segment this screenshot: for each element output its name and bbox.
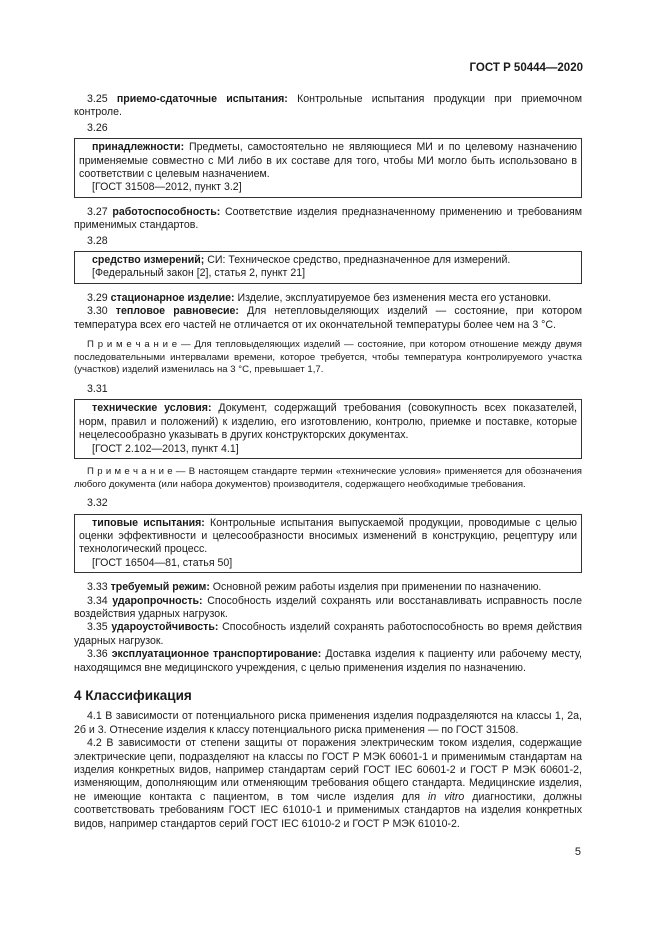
page-number: 5 bbox=[574, 846, 581, 858]
section-heading: 4 Классификация bbox=[74, 687, 192, 703]
term-number-3-28: 3.28 bbox=[87, 234, 108, 247]
term-source: [ГОСТ 16504—81, статья 50] bbox=[92, 556, 233, 569]
term-number-3-31: 3.31 bbox=[87, 382, 108, 395]
term-number-3-26: 3.26 bbox=[87, 121, 108, 134]
term-3-35: 3.35 удароустойчивость: Способность изделий сохранять работоспособность во время действия ударных нагрузок. bbox=[74, 621, 582, 647]
term-def: средство измерений; СИ: Техническое средство, предназначенное для измерений. bbox=[92, 254, 511, 267]
note-3-30: П р и м е ч а н и е — Для тепловыделяющих изделий — состояние, при котором отношение между двумя последовательными интервалами времени, которое требуется, чтобы температура контролируемого участка (участков) изделий изменилась на 3 °С, превышает 1,7. bbox=[74, 339, 582, 376]
term-3-27: 3.27 работоспособность: Соответствие изделия предназначенному применению и требованиям применимых стандартов. bbox=[74, 205, 582, 232]
term-3-30: 3.30 тепловое равновесие: Для нетепловыделяющих изделий — состояние, при котором температура всех его частей не отличается от их окончательной температуры более чем на 3 °С. bbox=[74, 305, 582, 331]
term-number-3-32: 3.32 bbox=[87, 497, 108, 510]
paragraph-4-1: 4.1 В зависимости от потенциального риска применения изделия подразделяются на классы 1, 2а, 2б и 3. Отнесение изделия к классу потенциального риска применения — по ГОСТ 31508. bbox=[74, 710, 582, 736]
term-source: [ГОСТ 2.102—2013, пункт 4.1] bbox=[92, 442, 239, 455]
term-def: принадлежности: Предметы, самостоятельно не являющиеся МИ и по целевому назначению применяемые совместно с МИ либо в их составе для того, чтобы МИ могло быть использовано в соответствии с целевым назначением. bbox=[79, 141, 577, 181]
term-box-3-26 bbox=[74, 138, 582, 198]
term-box-3-32 bbox=[74, 514, 582, 574]
term-box-3-31 bbox=[74, 399, 582, 459]
term-source: [Федеральный закон [2], статья 2, пункт 21] bbox=[92, 267, 306, 280]
term-box-3-28 bbox=[74, 251, 582, 284]
term-3-29: 3.29 стационарное изделие: Изделие, эксплуатируемое без изменения места его установки. bbox=[87, 291, 552, 304]
document-id-header: ГОСТ Р 50444—2020 bbox=[469, 62, 583, 74]
note-3-31: П р и м е ч а н и е — В настоящем стандарте термин «технические условия» применяется для обозначения любого документа (или набора документов) производителя, содержащего необходимые требования. bbox=[74, 465, 582, 490]
term-source: [ГОСТ 31508—2012, пункт 3.2] bbox=[92, 181, 242, 194]
term-3-36: 3.36 эксплуатационное транспортирование: Доставка изделия к пациенту или рабочему месту, находящимся вне медицинского учреждения, с целью применения изделия по назначению. bbox=[74, 648, 582, 674]
paragraph-4-2: 4.2 В зависимости от степени защиты от поражения электрическим током изделия, содержащие электрические цепи, подразделяют на классы по ГОСТ Р МЭК 60601-1 и применимым стандартам на изделия конкретных видов, например стандартам серий ГОСТ IEC 60601-2 и ГОСТ Р МЭК 60601-2, изменяющим, дополняющим или отменяющим требования общего стандарта. Медицинские изделия, не имеющие контакта с пациентом, в том числе изделия для in vitro диагностики, должны соответствовать требованиям ГОСТ IEC 61010-1 и применимых стандартов на изделия конкретных видов, например стандартов серий ГОСТ IEC 61010-2 и ГОСТ Р МЭК 61010-2. bbox=[74, 737, 583, 830]
term-3-25: 3.25 приемо-сдаточные испытания: Контрольные испытания продукции при приемочном контроле. bbox=[74, 93, 582, 119]
document-body bbox=[74, 93, 582, 831]
term-def: технические условия: Документ, содержащий требования (совокупность всех показателей, норм, правил и положений) к изделию, его изготовлению, контролю, приемке и поставке, которые нецелесообразно указывать в других конструкторских документах. bbox=[79, 402, 577, 442]
term-3-33: 3.33 требуемый режим: Основной режим работы изделия при применении по назначению. bbox=[87, 581, 542, 594]
term-3-34: 3.34 ударопрочность: Способность изделий сохранять или восстанавливать исправность после воздействия ударных нагрузок. bbox=[74, 594, 582, 620]
term-def: типовые испытания: Контрольные испытания выпускаемой продукции, проводимые с целью оценки эффективности и целесообразности вносимых изменений в конструкцию, рецептуру или технологический процесс. bbox=[79, 516, 577, 556]
